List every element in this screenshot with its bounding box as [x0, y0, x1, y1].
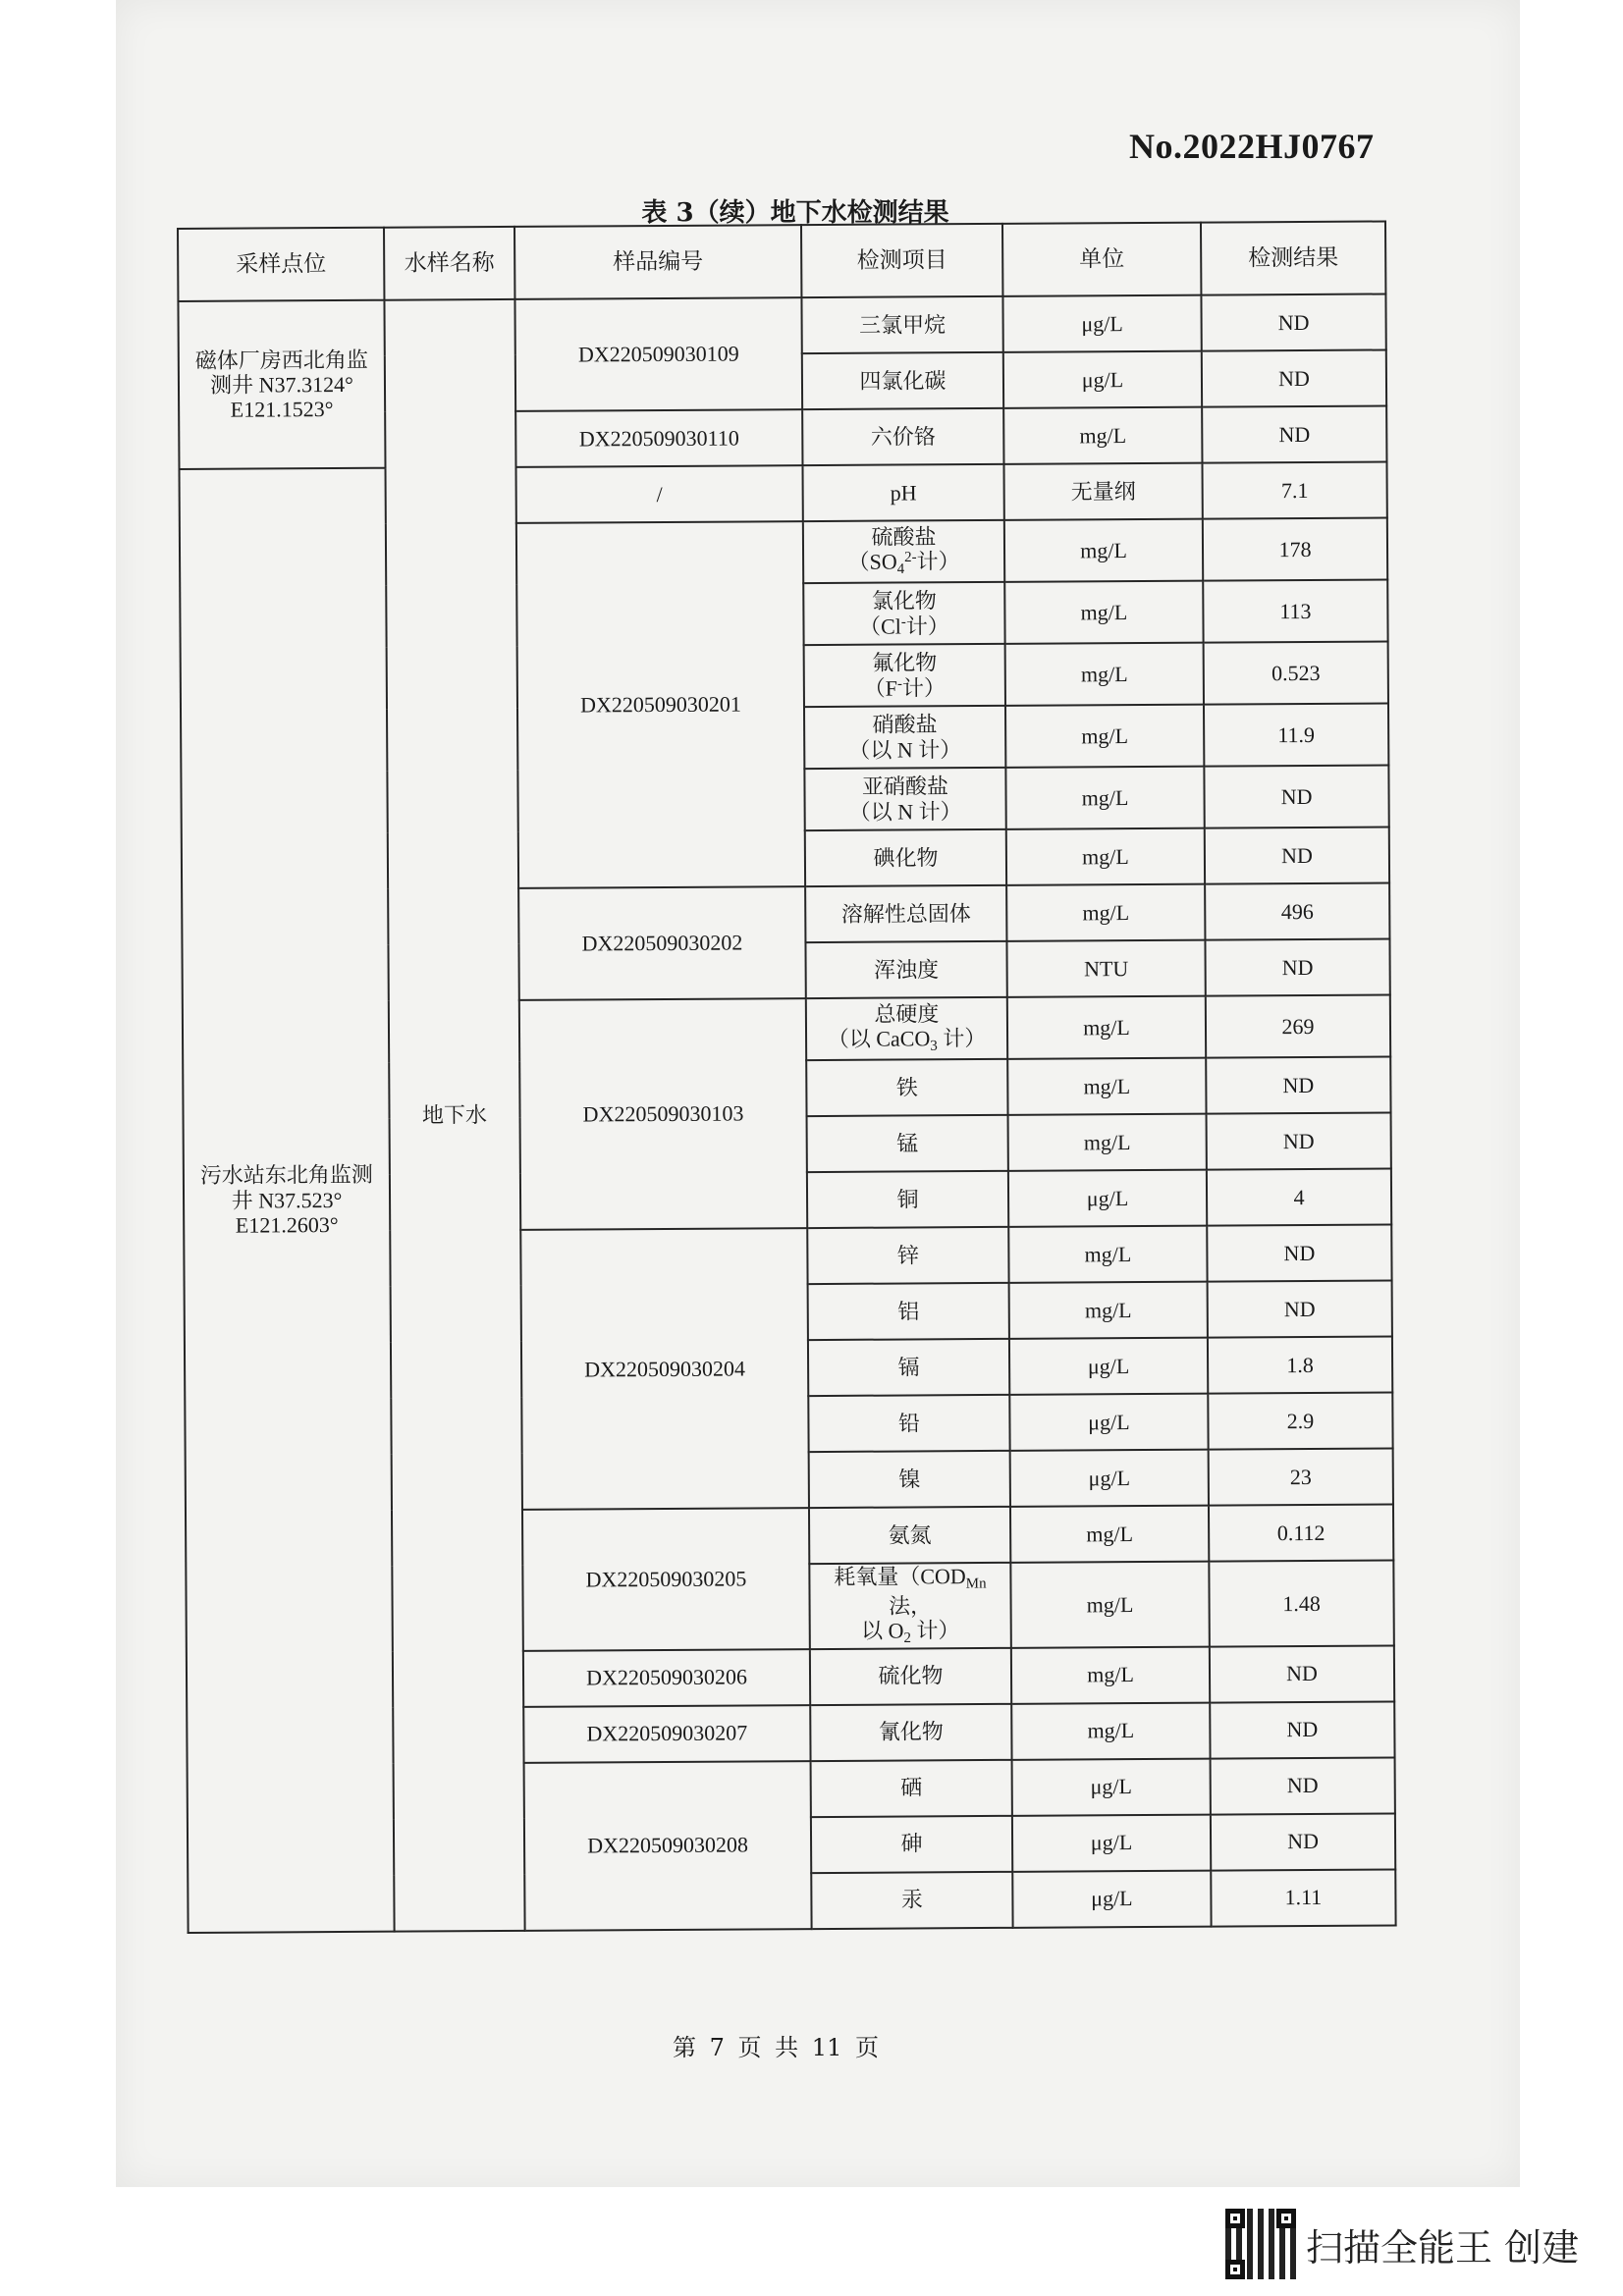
site-cell — [180, 468, 395, 1933]
item-superscript: - — [900, 614, 906, 630]
item-line1: 氯化物 — [871, 588, 937, 614]
result-cell: 496 — [1205, 882, 1389, 939]
sample-id-cell: DX220509030207 — [523, 1705, 810, 1763]
item-cell: 镉 — [808, 1339, 1009, 1396]
header-site: 采样点位 — [178, 228, 384, 301]
sample-id-cell: DX220509030208 — [524, 1761, 812, 1931]
unit-cell: mg/L — [1011, 1702, 1210, 1759]
item-cell: 镍 — [809, 1451, 1010, 1508]
item-line1: 氟化物 — [872, 650, 938, 675]
item-cell — [804, 706, 1005, 769]
item-text: 耗氧量（COD — [834, 1564, 966, 1589]
result-cell: 11.9 — [1204, 703, 1388, 766]
item-cell: 铝 — [808, 1283, 1009, 1340]
result-cell: 178 — [1203, 517, 1387, 580]
unit-cell: μg/L — [1012, 1870, 1211, 1927]
item-line2 — [815, 1618, 1006, 1648]
site-label: 磁体厂房西北角监 测井 N37.3124° E121.1523° — [194, 347, 368, 422]
sample-id-cell: / — [515, 465, 802, 523]
sample-id-cell: DX220509030205 — [522, 1508, 810, 1650]
item-text: 计） — [937, 1026, 987, 1051]
unit-cell: mg/L — [1004, 519, 1203, 582]
result-cell: ND — [1210, 1701, 1394, 1758]
table-row — [180, 461, 1387, 525]
sample-id-cell: DX220509030202 — [518, 886, 806, 1000]
result-cell: 2.9 — [1208, 1392, 1392, 1449]
scanner-watermark — [1225, 2209, 1579, 2279]
item-text: （F — [863, 675, 898, 701]
item-line2 — [808, 549, 1000, 579]
result-cell: ND — [1211, 1757, 1395, 1814]
item-line2 — [811, 1026, 1002, 1056]
unit-cell: mg/L — [1011, 1646, 1210, 1703]
header-result: 检测结果 — [1201, 221, 1385, 294]
result-cell: ND — [1207, 1224, 1391, 1281]
qr-code-icon — [1225, 2209, 1296, 2279]
unit-cell: mg/L — [1003, 407, 1202, 464]
item-line2: （以 N 计） — [848, 798, 962, 825]
result-cell: 7.1 — [1202, 461, 1386, 518]
result-cell: ND — [1210, 1645, 1394, 1702]
header-row — [178, 221, 1385, 301]
unit-cell: mg/L — [1010, 1506, 1209, 1563]
result-cell: 4 — [1207, 1168, 1391, 1225]
item-line1: 总硬度 — [874, 1001, 940, 1027]
item-cell — [803, 520, 1004, 583]
unit-cell: μg/L — [1009, 1338, 1208, 1395]
item-text: （Cl — [859, 614, 901, 639]
result-cell: 1.11 — [1211, 1869, 1395, 1926]
item-cell: 锌 — [807, 1227, 1008, 1284]
item-cell: 氰化物 — [810, 1703, 1011, 1760]
item-cell: 砷 — [811, 1815, 1012, 1872]
item-cell: 氨氮 — [809, 1507, 1010, 1564]
site-label: 污水站东北角监测 井 N37.523° E121.2603° — [199, 1162, 373, 1238]
item-cell: 四氯化碳 — [802, 352, 1003, 409]
item-cell — [803, 582, 1004, 645]
item-text: 计） — [916, 549, 960, 574]
unit-cell: μg/L — [1009, 1394, 1208, 1451]
water-name-cell: 地下水 — [384, 299, 524, 1931]
item-cell — [809, 1563, 1011, 1649]
item-line1: 亚硝酸盐 — [861, 774, 949, 799]
item-cell: 溶解性总固体 — [805, 885, 1006, 942]
unit-cell: mg/L — [1005, 705, 1204, 768]
header-sample-id: 样品编号 — [514, 225, 801, 299]
result-cell: ND — [1202, 405, 1386, 462]
sample-id-cell: DX220509030110 — [515, 409, 802, 467]
table-title: 表 3（续）地下水检测结果 — [641, 198, 949, 228]
result-cell: 23 — [1209, 1448, 1393, 1505]
item-cell: pH — [802, 464, 1003, 521]
result-cell: 0.523 — [1204, 641, 1388, 704]
result-cell: ND — [1206, 1056, 1390, 1113]
unit-cell: mg/L — [1008, 1114, 1207, 1171]
unit-cell: mg/L — [1008, 1226, 1207, 1283]
item-text: 计） — [901, 674, 947, 700]
table-row — [178, 294, 1385, 357]
unit-cell: mg/L — [1009, 1282, 1208, 1339]
unit-cell: mg/L — [1010, 1562, 1210, 1648]
item-line2 — [809, 674, 1001, 700]
result-cell: ND — [1202, 349, 1386, 406]
site-cell — [178, 300, 385, 469]
item-text: （以 CaCO — [827, 1026, 931, 1052]
unit-cell: 无量纲 — [1003, 463, 1202, 520]
unit-cell: mg/L — [1004, 581, 1203, 644]
result-cell: 269 — [1206, 994, 1390, 1057]
item-superscript: - — [896, 675, 903, 692]
item-cell: 硫化物 — [810, 1647, 1011, 1704]
item-subscript: 2 — [903, 1629, 912, 1646]
unit-cell: μg/L — [1003, 351, 1202, 408]
sample-id-cell: DX220509030206 — [523, 1649, 810, 1707]
document-number: No.2022HJ0767 — [1129, 127, 1375, 166]
result-cell: ND — [1201, 294, 1385, 350]
item-cell: 碘化物 — [805, 829, 1006, 886]
header-water-name: 水样名称 — [384, 227, 514, 300]
item-text: 法， — [888, 1593, 933, 1619]
result-cell: ND — [1208, 1280, 1392, 1337]
unit-cell: mg/L — [1007, 996, 1206, 1059]
unit-cell: μg/L — [1012, 1814, 1211, 1871]
unit-cell: mg/L — [1005, 767, 1204, 829]
result-cell: ND — [1204, 765, 1388, 828]
sample-id-cell: DX220509030201 — [516, 521, 805, 888]
item-line1 — [814, 1564, 1005, 1619]
item-line1: 硝酸盐 — [872, 712, 938, 737]
result-cell: 1.8 — [1208, 1336, 1392, 1393]
item-cell: 三氯甲烷 — [801, 296, 1002, 353]
result-cell: 0.112 — [1209, 1504, 1393, 1561]
item-line1: 硫酸盐 — [871, 524, 937, 550]
result-cell: ND — [1205, 938, 1389, 995]
unit-cell: NTU — [1006, 940, 1205, 997]
result-cell: ND — [1207, 1112, 1391, 1169]
item-subscript: 3 — [930, 1039, 938, 1055]
item-text: 计） — [905, 613, 949, 638]
item-subscript: Mn — [965, 1575, 987, 1592]
item-cell — [804, 768, 1005, 830]
item-cell — [806, 997, 1007, 1060]
item-cell: 浑浊度 — [805, 941, 1006, 998]
item-cell: 铜 — [807, 1171, 1008, 1228]
item-cell: 汞 — [811, 1871, 1012, 1928]
item-cell: 铁 — [806, 1059, 1007, 1116]
unit-cell: mg/L — [1007, 1058, 1206, 1115]
item-line2: （以 N 计） — [848, 736, 962, 763]
result-cell: ND — [1211, 1813, 1395, 1870]
sample-id-cell: DX220509030103 — [519, 998, 807, 1230]
unit-cell: μg/L — [1002, 295, 1201, 352]
header-item: 检测项目 — [801, 224, 1002, 297]
item-cell — [804, 644, 1005, 707]
item-text: 计） — [910, 1618, 960, 1643]
watermark-text: 扫描全能王 创建 — [1306, 2225, 1580, 2269]
sample-id-cell: DX220509030109 — [514, 297, 802, 411]
header-unit: 单位 — [1002, 223, 1201, 296]
sample-id-cell: DX220509030204 — [520, 1228, 809, 1510]
item-superscript: 2- — [904, 550, 917, 566]
item-line2 — [808, 613, 1000, 638]
unit-cell: mg/L — [1005, 643, 1204, 706]
page-footer: 第 7 页 共 11 页 — [673, 2034, 879, 2061]
item-cell: 铅 — [808, 1395, 1009, 1452]
unit-cell: μg/L — [1008, 1170, 1207, 1227]
unit-cell: mg/L — [1006, 884, 1205, 941]
unit-cell: mg/L — [1006, 828, 1205, 885]
item-cell: 六价铬 — [802, 408, 1003, 465]
unit-cell: μg/L — [1010, 1450, 1209, 1507]
item-cell: 硒 — [811, 1759, 1012, 1816]
item-subscript: 4 — [896, 561, 905, 578]
result-cell: ND — [1205, 827, 1389, 883]
item-cell: 锰 — [807, 1115, 1008, 1172]
result-cell: 113 — [1203, 579, 1387, 642]
item-text: 以 O — [860, 1618, 904, 1643]
result-cell: 1.48 — [1209, 1560, 1394, 1646]
groundwater-results-table — [177, 220, 1397, 1933]
unit-cell: μg/L — [1012, 1758, 1211, 1815]
item-text: （SO — [847, 549, 897, 575]
